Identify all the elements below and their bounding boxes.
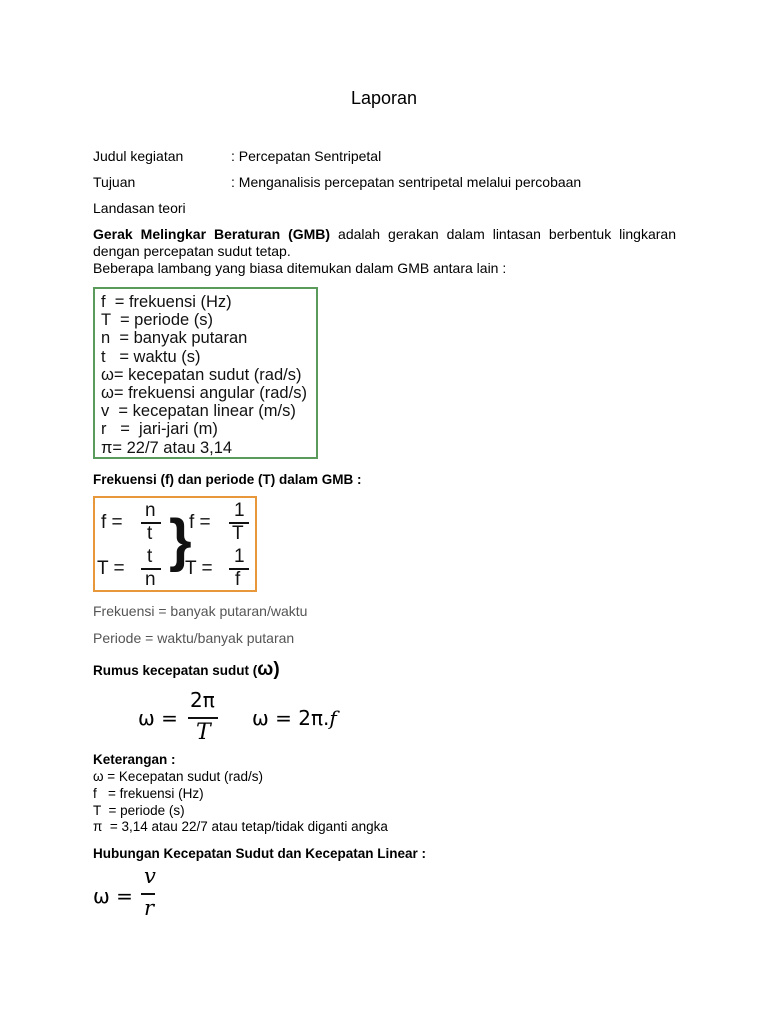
freq-period-formula-box — [93, 496, 257, 592]
landasan-label: Landasan teori — [93, 200, 186, 216]
linear-numerator: v — [144, 864, 156, 888]
T-numerator: t — [147, 546, 153, 567]
curly-brace: } — [169, 508, 192, 573]
symbol-row: r = jari-jari (m) — [101, 420, 218, 439]
tujuan-label: Tujuan — [93, 174, 136, 190]
omega-numerator: 2π — [190, 688, 215, 712]
f2-numerator: 1 — [234, 500, 245, 521]
keterangan-item: π = 3,14 atau 22/7 atau tetap/tidak diganti angka — [93, 819, 388, 835]
T-lhs: T = — [97, 558, 125, 579]
tujuan-value: : Menganalisis percepatan sentripetal melalui percobaan — [231, 174, 582, 190]
T2-numerator: 1 — [234, 546, 245, 567]
f-denominator: t — [147, 523, 153, 544]
T-denominator: n — [145, 569, 156, 590]
keterangan-item: f = frekuensi (Hz) — [93, 785, 204, 801]
omega-frequency-text: ω = 2π. — [252, 706, 330, 730]
angular-heading-text: Rumus kecepatan sudut ( — [93, 663, 258, 678]
f2-lhs: f = — [189, 512, 211, 533]
keterangan-item: ω = Kecepatan sudut (rad/s) — [93, 769, 264, 784]
period-definition: Periode = waktu/banyak putaran — [93, 630, 295, 646]
symbol-row: t = waktu (s) — [101, 347, 201, 366]
omega-frequency-var: f — [329, 706, 337, 730]
gmb-bold-lead: Gerak Melingkar Beraturan (GMB) — [93, 226, 331, 242]
f-lhs: f = — [101, 512, 123, 533]
symbol-row: n = banyak putaran — [101, 329, 248, 348]
omega-denominator: T — [196, 720, 211, 745]
keterangan-list — [93, 769, 388, 836]
linear-relation-heading: Hubungan Kecepatan Sudut dan Kecepatan Linear : — [93, 846, 427, 861]
symbol-row: v = kecepatan linear (m/s) — [101, 402, 296, 421]
omega-frequency-formula — [252, 706, 337, 730]
symbol-row: f = frekuensi (Hz) — [101, 293, 232, 311]
omega-symbol: ω) — [257, 659, 280, 680]
keterangan-item: T = periode (s) — [93, 802, 185, 818]
linear-fraction-bar — [141, 893, 155, 895]
f2-denominator: T — [232, 523, 244, 544]
symbol-row: T = periode (s) — [101, 311, 214, 330]
linear-omega-lhs: ω = — [93, 884, 133, 908]
gmb-definition: adalah gerakan dalam lintasan berbentuk lingkaran dengan percepatan sudut tetap. — [93, 226, 676, 259]
T2-lhs: T = — [185, 558, 213, 579]
symbols-box — [93, 287, 318, 459]
symbol-row: ω= frekuensi angular (rad/s) — [101, 384, 307, 403]
freq-period-heading: Frekuensi (f) dan periode (T) dalam GMB : — [93, 472, 362, 487]
page-title: Laporan — [350, 88, 418, 108]
gmb-paragraph — [93, 226, 676, 260]
omega-lhs: ω = — [138, 706, 178, 730]
frequency-definition: Frekuensi = banyak putaran/waktu — [93, 603, 308, 619]
judul-label: Judul kegiatan — [93, 148, 184, 164]
judul-value: : Percepatan Sentripetal — [231, 148, 382, 164]
keterangan-heading: Keterangan : — [93, 752, 176, 767]
linear-denominator: r — [144, 896, 155, 920]
gmb-symbols-intro: Beberapa lambang yang biasa ditemukan dalam GMB antara lain : — [93, 260, 507, 276]
omega-fraction-bar — [188, 717, 218, 719]
symbol-row: π= 22/7 atau 3,14 — [101, 438, 233, 457]
angular-speed-heading — [93, 660, 280, 681]
symbol-row: ω= kecepatan sudut (rad/s) — [101, 365, 302, 384]
f-numerator: n — [145, 500, 156, 521]
T2-denominator: f — [235, 569, 241, 590]
